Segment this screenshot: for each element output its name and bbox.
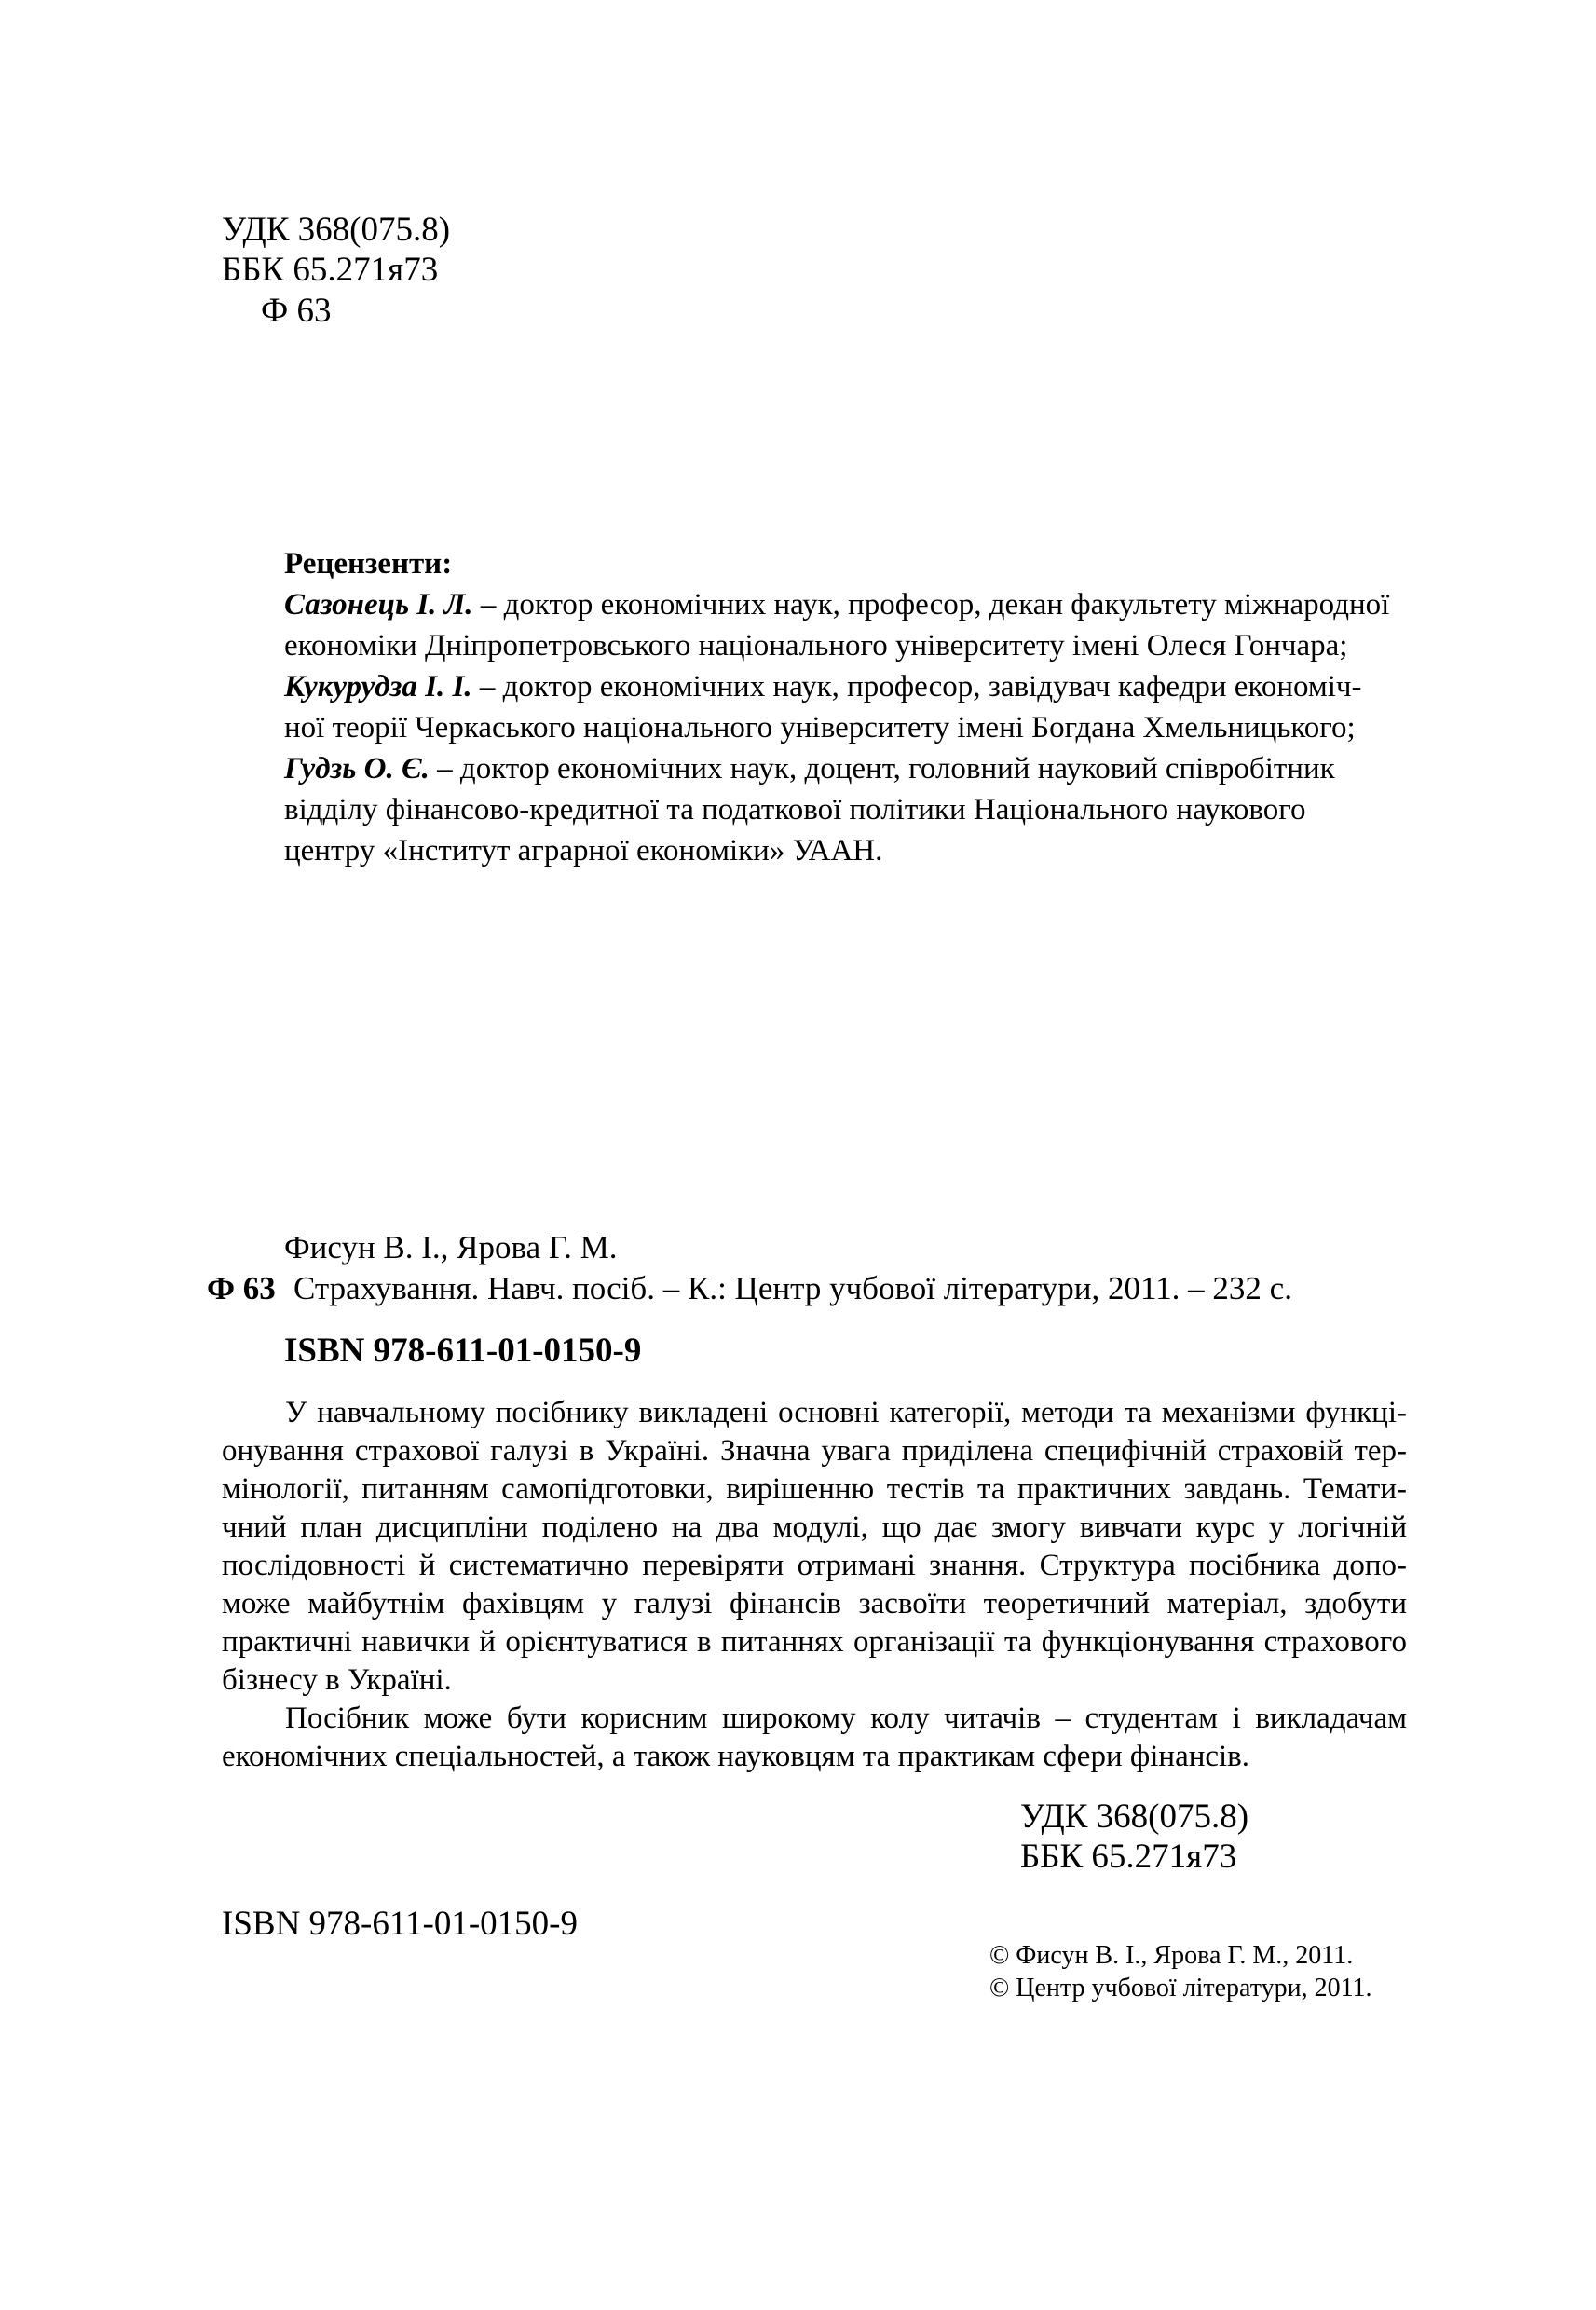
reviewer-3-name: Гудзь О. Є. xyxy=(284,752,430,786)
annotation-line: У навчальному посібнику викладені основні категорії, методи та механізми функці- xyxy=(285,1396,1407,1429)
reviewers-heading: Рецензенти: xyxy=(284,547,453,581)
annotation-line: чний план дисципліни поділено на два модулі, що дає змогу вивчати курс у логічній xyxy=(222,1510,1407,1544)
annotation-line: бізнесу в Україні. xyxy=(222,1663,452,1697)
annotation xyxy=(222,1394,1407,1776)
reviewer-3 xyxy=(284,748,1393,789)
annotation-line: практичні навички й орієнтуватися в питаннях організації та функціонування страхового xyxy=(222,1625,1407,1659)
reviewer-2-text: – доктор економічних наук, професор, завідувач кафедри економіч- xyxy=(471,670,1362,704)
reviewers-block xyxy=(284,543,1393,871)
reviewer-3-text-cont2: центру «Інститут аграрної економіки» УААН. xyxy=(284,834,883,868)
catalog-authors: Фисун В. І., Ярова Г. М. xyxy=(284,1229,618,1265)
catalog-index: Ф 63 xyxy=(207,1270,276,1306)
annotation-line: мінології, питанням самопідготовки, вирішенню тестів та практичних завдань. Темати- xyxy=(222,1472,1407,1506)
reviewer-1-name: Сазонець І. Л. xyxy=(284,588,473,622)
bbk-code: ББК 65.271я73 xyxy=(222,251,439,289)
copyright-authors: © Фисун В. І., Ярова Г. М., 2011. xyxy=(989,1941,1354,1970)
annotation-line: може майбутнім фахівцям у галузі фінансів засвоїти теоретичний матеріал, здобути xyxy=(222,1587,1407,1620)
annotation-line: послідовності й систематично перевіряти отримані знання. Структура посібника допо- xyxy=(222,1549,1407,1582)
catalog-isbn: ISBN 978-611-01-0150-9 xyxy=(284,1332,642,1370)
reviewer-3-text-cont: відділу фінансово-кредитної та податкової політики Національного наукового xyxy=(284,793,1306,827)
annotation-line: економічних спеціальностей, а також науковцям та практикам сфери фінансів. xyxy=(222,1740,1250,1773)
annotation-line: Посібник може бути корисним широкому колу читачів – студентам і викладачам xyxy=(285,1702,1407,1735)
reviewer-1-text: – доктор економічних наук, професор, декан факультету міжнародної xyxy=(472,588,1390,622)
footer-bbk: ББК 65.271я73 xyxy=(1020,1838,1237,1876)
reviewer-2 xyxy=(284,666,1393,707)
annotation-line: онування страхової галузі в Україні. Значна увага приділена специфічній страховій тер- xyxy=(222,1434,1407,1468)
reviewer-2-name: Кукурудза І. І. xyxy=(284,670,472,704)
footer-udk: УДК 368(075.8) xyxy=(1020,1797,1249,1836)
reviewer-2-text-cont: ної теорії Черкаського національного університету імені Богдана Хмельницького; xyxy=(284,711,1356,745)
copyright-publisher: © Центр учбової літератури, 2011. xyxy=(989,1974,1372,2002)
catalog-description: Страхування. Навч. посіб. – К.: Центр учбової літератури, 2011. – 232 с. xyxy=(293,1270,1292,1306)
udk-code: УДК 368(075.8) xyxy=(222,211,451,249)
reviewer-1-text-cont: економіки Дніпропетровського національного університету імені Олеся Гончара; xyxy=(284,629,1348,663)
reviewer-3-text: – доктор економічних наук, доцент, головний науковий співробітник xyxy=(429,752,1335,786)
footer-isbn: ISBN 978-611-01-0150-9 xyxy=(222,1905,578,1943)
reviewer-1 xyxy=(284,584,1393,625)
author-mark: Ф 63 xyxy=(261,292,332,330)
